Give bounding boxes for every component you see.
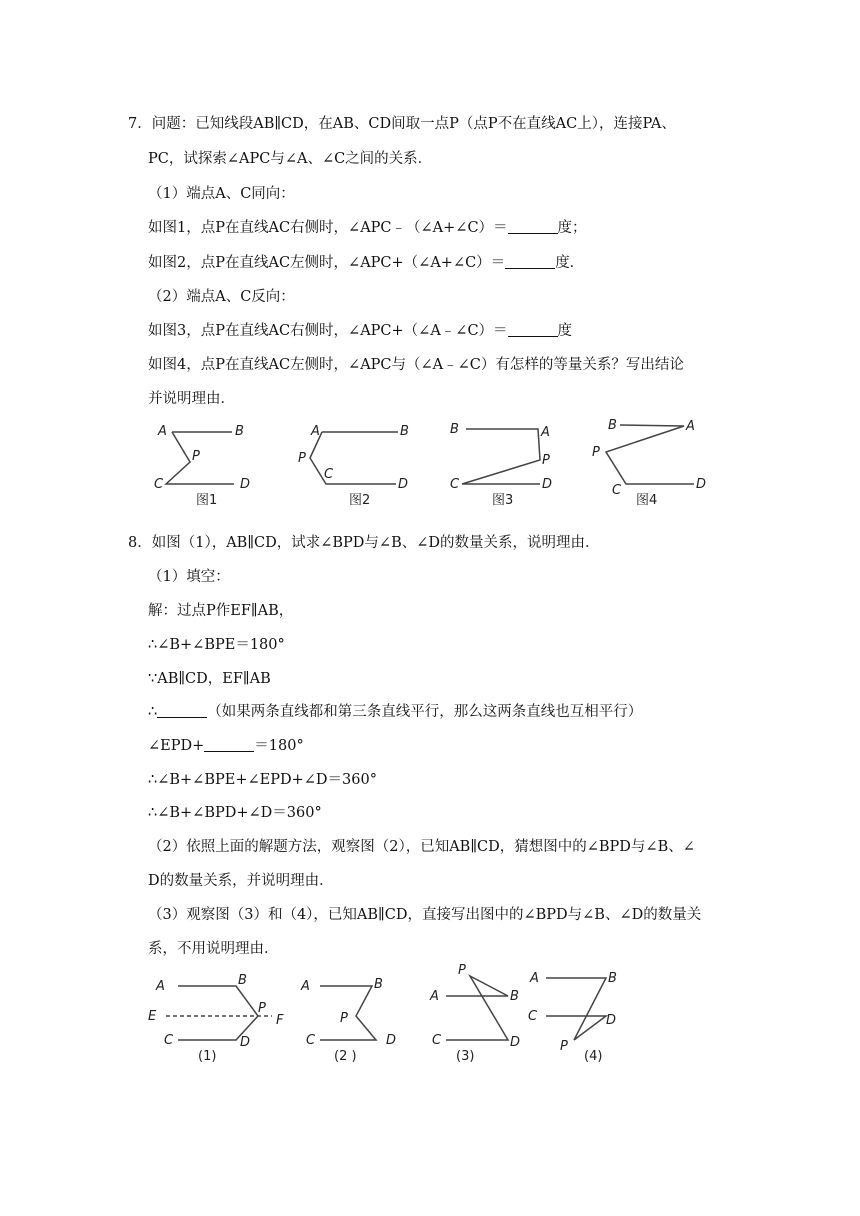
fig1-label-d: D bbox=[240, 477, 251, 492]
q8-sol4-b: （如果两条直线都和第三条直线平行，那么这两条直线也互相平行） bbox=[207, 704, 643, 720]
q8f2-label-a: A bbox=[301, 979, 310, 994]
fig2-label-c: C bbox=[324, 467, 334, 482]
q7-part1: （1）端点A、C同向： bbox=[148, 186, 295, 202]
q7-part2: （2）端点A、C反向： bbox=[148, 289, 295, 305]
q8-line1: 8．如图（1），AB∥CD，试求∠BPD与∠B、∠D的数量关系，说明理由． bbox=[128, 535, 600, 551]
fig4-label-d: D bbox=[696, 477, 707, 492]
fig4-label-a: A bbox=[686, 419, 695, 434]
q8f2-label-c: C bbox=[306, 1033, 316, 1048]
q7-fig2-text-b: 度． bbox=[555, 255, 585, 271]
fig2-label-d: D bbox=[398, 477, 409, 492]
q7-fig3-text-a: 如图3，点P在直线AC右侧时，∠APC+（∠A﹣∠C）＝ bbox=[148, 323, 508, 339]
q8f2-label-d: D bbox=[386, 1033, 397, 1048]
q8f2-label-b: B bbox=[374, 977, 383, 992]
q7-fig3-text-b: 度 bbox=[557, 323, 573, 339]
q8f1-label-a: A bbox=[156, 979, 165, 994]
q8f2-label-p: P bbox=[340, 1011, 348, 1026]
fig4-caption: 图4 bbox=[636, 493, 658, 508]
q8f4-label-p: P bbox=[560, 1039, 568, 1054]
q8f3-label-c: C bbox=[432, 1033, 442, 1048]
q8f1-label-p: P bbox=[258, 1001, 266, 1016]
fig2-label-p: P bbox=[298, 451, 306, 466]
q8-sol4-a: ∴ bbox=[148, 704, 158, 720]
fig3-label-p: P bbox=[542, 453, 550, 468]
q8f1-label-e: E bbox=[148, 1009, 157, 1024]
q8f1-label-c: C bbox=[164, 1033, 174, 1048]
fig1-label-p: P bbox=[192, 449, 200, 464]
fig2-label-b: B bbox=[400, 424, 409, 439]
q8f4-label-a: A bbox=[530, 971, 539, 986]
q8f3-label-d: D bbox=[510, 1035, 521, 1050]
q8f1-label-b: B bbox=[238, 973, 247, 988]
q7-line1: 7．问题：已知线段AB∥CD，在AB、CD间取一点P（点P不在直线AC上），连接PA、 bbox=[128, 116, 676, 132]
q7-fig2-text-a: 如图2，点P在直线AC左侧时，∠APC+（∠A+∠C）＝ bbox=[148, 255, 506, 271]
fig3-label-c: C bbox=[450, 477, 460, 492]
q8f3-label-b: B bbox=[510, 989, 519, 1004]
fig1-label-b: B bbox=[235, 424, 244, 439]
q8-sol3: ∵AB∥CD，EF∥AB bbox=[148, 671, 271, 687]
q8-fig1 bbox=[148, 973, 284, 1064]
q8f1-caption: (1) bbox=[198, 1049, 217, 1064]
q7-fig1-text-a: 如图1，点P在直线AC右侧时，∠APC﹣（∠A+∠C）＝ bbox=[148, 220, 508, 236]
q8f2-caption: (2 ) bbox=[334, 1049, 357, 1064]
q8-part3-line2: 系，不用说明理由． bbox=[148, 941, 279, 957]
q8f3-caption: (3) bbox=[456, 1049, 475, 1064]
q7-line2: PC，试探索∠APC与∠A、∠C之间的关系． bbox=[148, 151, 433, 167]
q8f4-caption: (4) bbox=[584, 1049, 603, 1064]
fig3-label-a: A bbox=[541, 425, 550, 440]
q7-fig4-text2: 并说明理由． bbox=[148, 391, 235, 407]
q8-fig3 bbox=[429, 963, 520, 1064]
q8-sol5-a: ∠EPD+ bbox=[148, 738, 205, 754]
fig3-caption: 图3 bbox=[492, 493, 514, 508]
fig2-caption: 图2 bbox=[349, 493, 371, 508]
q7-fig1-text-b: 度； bbox=[557, 220, 587, 236]
fig3-label-b: B bbox=[450, 422, 459, 437]
q8-part2-line1: （2）依照上面的解题方法，观察图（2），已知AB∥CD，猜想图中的∠BPD与∠B、∠ bbox=[148, 839, 695, 855]
fig1-caption: 图1 bbox=[196, 493, 218, 508]
fig3-label-d: D bbox=[542, 477, 553, 492]
q8-sol6: ∴∠B+∠BPE+∠EPD+∠D＝360° bbox=[148, 772, 377, 788]
q8-part1: （1）填空： bbox=[148, 569, 230, 585]
fig4-label-c: C bbox=[612, 483, 622, 498]
fig1-label-a: A bbox=[158, 424, 167, 439]
q8-sol2: ∴∠B+∠BPE＝180° bbox=[148, 637, 285, 653]
fig4-label-b: B bbox=[608, 418, 617, 433]
q8-fig4 bbox=[528, 971, 617, 1064]
q8f3-label-a: A bbox=[430, 989, 439, 1004]
q7-fig4-text: 如图4，点P在直线AC左侧时，∠APC与（∠A﹣∠C）有怎样的等量关系？写出结论 bbox=[148, 357, 684, 373]
q8-sol7: ∴∠B+∠BPD+∠D＝360° bbox=[148, 805, 322, 821]
fig2-label-a: A bbox=[311, 424, 320, 439]
q8f4-label-c: C bbox=[528, 1009, 538, 1024]
q8f4-label-d: D bbox=[606, 1013, 617, 1028]
q8f3-label-p: P bbox=[458, 963, 466, 978]
q8-sol1: 解：过点P作EF∥AB， bbox=[148, 603, 294, 619]
q8-part3-line1: （3）观察图（3）和（4），已知AB∥CD，直接写出图中的∠BPD与∠B、∠D的数量关 bbox=[148, 907, 702, 923]
q8f1-label-d: D bbox=[240, 1035, 251, 1050]
q8f1-label-f: F bbox=[276, 1013, 284, 1028]
fig4-label-p: P bbox=[592, 445, 600, 460]
q8-sol5-b: ＝180° bbox=[254, 738, 304, 754]
q8-fig2 bbox=[300, 977, 396, 1064]
q8-part2-line2: D的数量关系，并说明理由． bbox=[148, 873, 334, 889]
fig1-label-c: C bbox=[154, 477, 164, 492]
q8f4-label-b: B bbox=[608, 971, 617, 986]
